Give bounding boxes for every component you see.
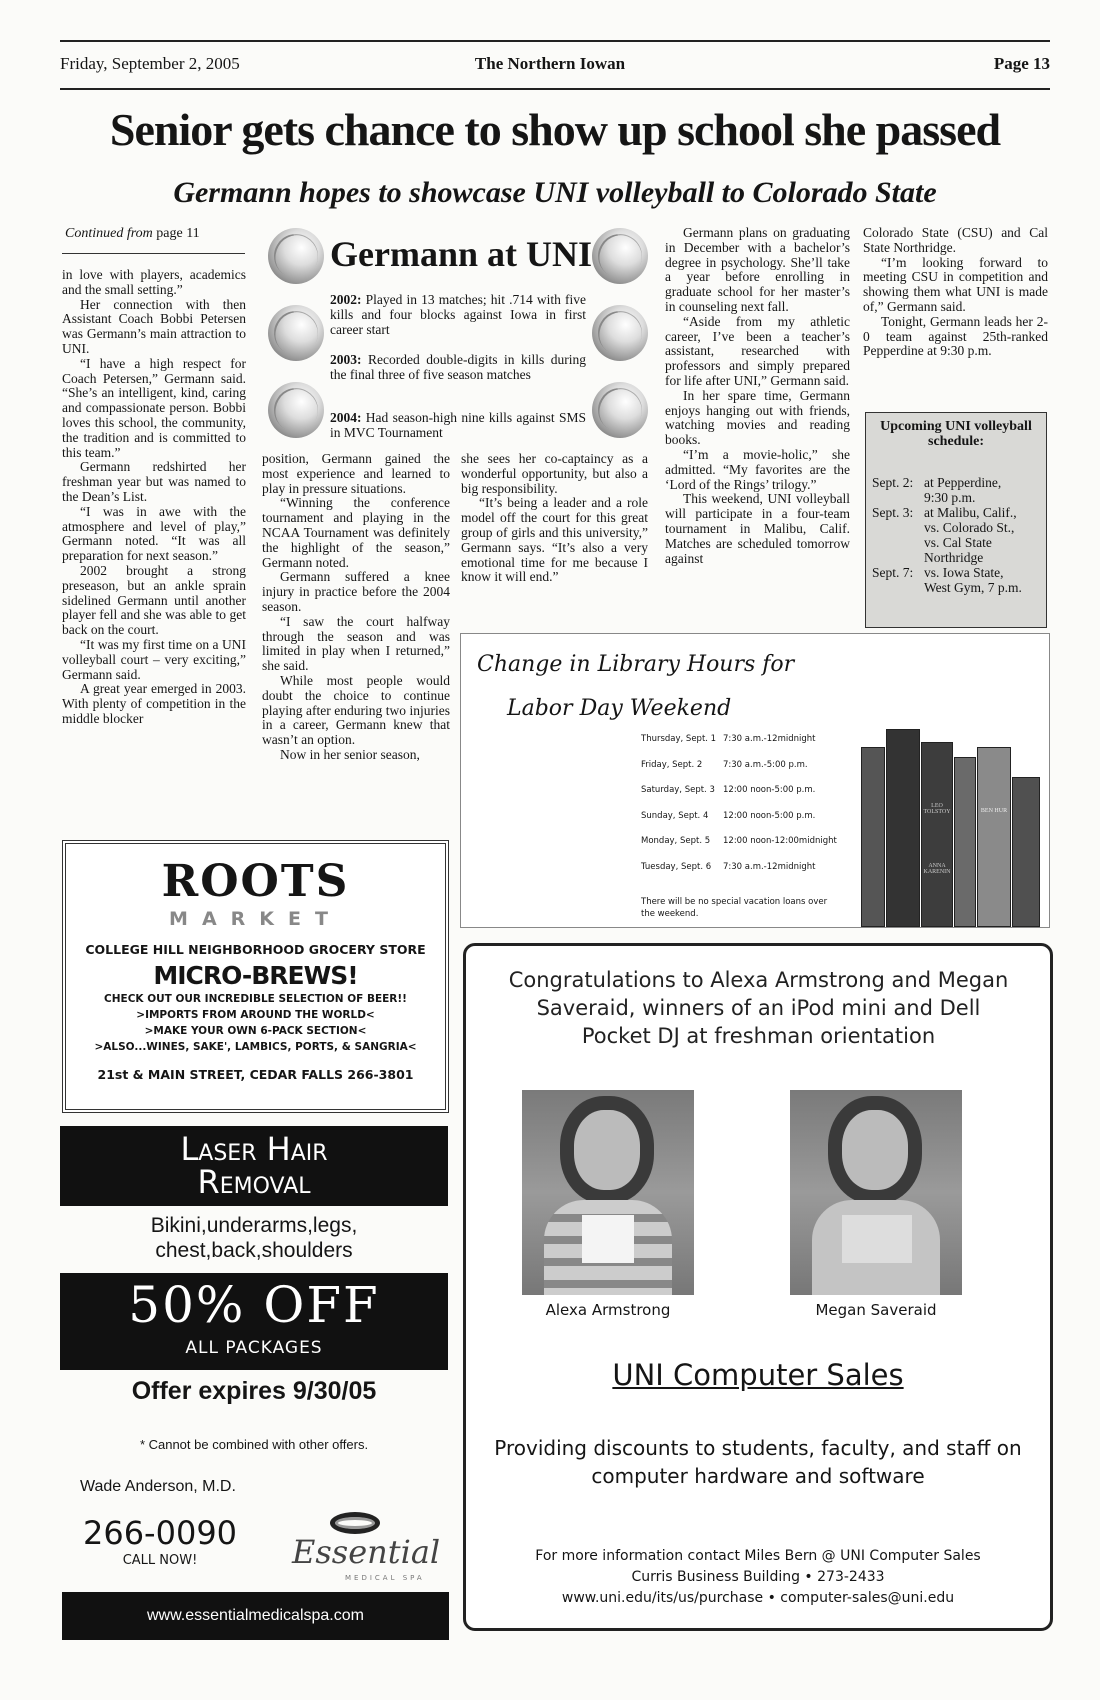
- continued-page: page 11: [156, 226, 200, 241]
- library-hours-ad: [460, 633, 1050, 928]
- library-note: There will be no special vacation loans over the weekend.: [641, 897, 828, 919]
- roots-line: >ALSO...WINES, SAKE', LAMBICS, PORTS, & SANGRIA<: [94, 1041, 417, 1053]
- paragraph: Now in her senior season,: [280, 746, 420, 762]
- schedule-detail: at Malibu, Calif.,: [924, 505, 1017, 520]
- volleyball-icon: [268, 305, 324, 361]
- paragraph: Germann suffered a knee injury in practice before the 2004 season.: [262, 569, 450, 614]
- headline: Senior gets chance to show up school she passed: [109, 104, 1001, 155]
- schedule-box: [865, 412, 1047, 628]
- packages-text: ALL PACKAGES: [185, 1338, 323, 1358]
- article-column-5: [863, 226, 1048, 359]
- contact-links[interactable]: www.uni.edu/its/us/purchase • computer-sales@uni.edu: [561, 1590, 955, 1606]
- paragraph: “It was my first time on a UNI volleyball court – very exciting,” Germann said.: [62, 636, 246, 682]
- hours-row: [641, 734, 853, 760]
- schedule-detail: vs. Iowa State,: [924, 565, 1004, 580]
- roots-address: 21st & MAIN STREET, CEDAR FALLS 266-3801: [97, 1067, 414, 1082]
- paragraph: “I saw the court halfway through the season and was limited in play when I returned,” she said.: [262, 613, 450, 674]
- hours-day: Sunday, Sept. 4: [641, 810, 709, 821]
- hours-row: [641, 760, 853, 786]
- hours-time: 12:00 noon-12:00midnight: [723, 836, 837, 847]
- article-column-3: [461, 452, 648, 585]
- fact-year: 2004:: [330, 410, 362, 425]
- hours-row: [641, 785, 853, 811]
- schedule-date: Sept. 3:: [872, 505, 914, 520]
- hours-row: [641, 811, 853, 837]
- schedule-detail: vs. Colorado St.,: [924, 520, 1015, 535]
- laser-areas: [60, 1213, 448, 1263]
- volleyball-icon: [268, 382, 324, 438]
- schedule-list: [872, 475, 1040, 595]
- fact-year: 2003:: [330, 352, 362, 367]
- roots-line: >IMPORTS FROM AROUND THE WORLD<: [136, 1009, 375, 1021]
- books-image: [861, 729, 1046, 927]
- schedule-title: Upcoming UNI volleyball schedule:: [880, 419, 1032, 449]
- paragraph: in love with players, academics and the small setting.”: [62, 267, 246, 297]
- laser-title: [60, 1126, 448, 1206]
- spa-logo: Essential: [292, 1533, 441, 1571]
- paragraph: she sees her co-captaincy as a wonderful opportunity, but also a big responsibility.: [461, 451, 648, 496]
- hours-day: Thursday, Sept. 1: [641, 734, 717, 744]
- photo-caption: Alexa Armstrong: [545, 1301, 671, 1319]
- schedule-date: Sept. 2:: [872, 475, 914, 490]
- paragraph: Germann redshirted her freshman year but was named to the Dean’s List.: [62, 459, 246, 504]
- fact-2002: [330, 292, 586, 337]
- hours-day: Friday, Sept. 2: [641, 759, 703, 770]
- contact-line: Curris Business Building • 273-2433: [631, 1569, 885, 1585]
- laser-title-line: Removal: [197, 1163, 311, 1201]
- paragraph: “Winning the conference tournament and playing in the NCAA Tournament was definitely the highlight of the season,” Germann noted.: [262, 495, 450, 570]
- book-title: LEO TOLSTOY: [923, 803, 951, 815]
- top-rule: [60, 40, 1050, 42]
- congrats-text: Congratulations to Alexa Armstrong and Megan Saveraid, winners of an iPod mini and Dell Pocket DJ at freshman orientation: [508, 968, 1009, 1048]
- continued-label: Continued from: [65, 226, 153, 241]
- library-hours-list: [641, 734, 853, 888]
- volleyball-icon: [592, 228, 648, 284]
- paragraph: 2002 brought a strong preseason, but an ankle sprain sidelined Germann until another player fell and she was able to get back on the court.: [62, 562, 246, 638]
- hours-day: Saturday, Sept. 3: [641, 785, 715, 796]
- fact-2004: [330, 410, 586, 440]
- volleyball-icon: [592, 305, 648, 361]
- paragraph: “I’m a movie-holic,” she admitted. “My favorites are the ‘Lord of the Rings’ trilogy.”: [665, 446, 850, 492]
- issue-date: Friday, September 2, 2005: [60, 54, 240, 73]
- paragraph: Colorado State (CSU) and Cal State Northridge.: [863, 225, 1048, 255]
- schedule-detail: Northridge: [924, 550, 984, 565]
- roots-line: >MAKE YOUR OWN 6-PACK SECTION<: [144, 1025, 367, 1037]
- photo-megan: [790, 1090, 962, 1295]
- fact-year: 2002:: [330, 292, 362, 307]
- hours-time: 12:00 noon-5:00 p.m.: [723, 810, 816, 821]
- paragraph: Her connection with then Assistant Coach Bobbi Petersen was Germann’s main attraction to UNI.: [62, 296, 246, 356]
- hours-time: 7:30 a.m.-12midnight: [723, 861, 816, 872]
- contact-info: [466, 1546, 1050, 1609]
- paragraph: “I have a high respect for Coach Petersen,” Germann said. “She’s an intelligent, kind, caring and compassionate person. Bobbi loves this school, the community, the tradition and is committed to this team.”: [62, 355, 246, 460]
- hours-row: [641, 862, 853, 888]
- library-ad-title: Change in Library Hours for: [477, 652, 795, 677]
- paragraph: Tonight, Germann leads her 2-0 team against 25th-ranked Pepperdine at 9:30 p.m.: [863, 313, 1048, 359]
- doctor-name: Wade Anderson, M.D.: [80, 1478, 236, 1495]
- volleyball-icon: [592, 382, 648, 438]
- areas-line: chest,back,shoulders: [155, 1239, 353, 1262]
- areas-line: Bikini,underarms,legs,: [150, 1214, 358, 1237]
- schedule-row: [872, 475, 1040, 505]
- schedule-detail: West Gym, 7 p.m.: [924, 580, 1022, 595]
- roots-lines: [66, 991, 445, 1055]
- schedule-row: [872, 505, 1040, 565]
- roots-line: CHECK OUT OUR INCREDIBLE SELECTION OF BEER!!: [104, 993, 407, 1005]
- roots-logo-sub: MARKET: [169, 908, 342, 930]
- paragraph: While most people would doubt the choice to continue playing after enduring two injuries in a career, Germann knew that wasn’t an option.: [262, 672, 450, 748]
- page-number: Page 13: [993, 54, 1050, 73]
- roots-headline: MICRO-BREWS!: [153, 961, 358, 990]
- paragraph: position, Germann gained the most experience and learned to play in pressure situations.: [262, 451, 450, 496]
- header-rule: [60, 88, 1050, 90]
- discount-text: 50% OFF: [128, 1276, 380, 1334]
- contact-line: For more information contact Miles Bern @ UNI Computer Sales: [535, 1548, 981, 1564]
- fact-text: Recorded double-digits in kills during the final three of five season matches: [330, 352, 586, 382]
- volleyball-icon: [268, 228, 324, 284]
- disclaimer: * Cannot be combined with other offers.: [139, 1437, 369, 1452]
- schedule-row: [872, 565, 1040, 595]
- paragraph: In her spare time, Germann enjoys hanging out with friends, watching movies and reading books.: [665, 387, 850, 448]
- offer-expires: Offer expires 9/30/05: [131, 1377, 377, 1405]
- spa-logo-sub: MEDICAL SPA: [345, 1574, 425, 1582]
- paper-name: The Northern Iowan: [474, 54, 626, 73]
- hours-day: Tuesday, Sept. 6: [641, 861, 712, 872]
- hours-time: 12:00 noon-5:00 p.m.: [723, 785, 816, 796]
- paragraph: Germann plans on graduating in December with a bachelor’s degree in psychology. She’ll take a year before enrolling in graduate school for her master’s in counseling next fall.: [665, 225, 850, 314]
- hours-time: 7:30 a.m.-5:00 p.m.: [723, 759, 808, 770]
- roots-tagline: COLLEGE HILL NEIGHBORHOOD GROCERY STORE: [85, 942, 426, 957]
- fact-2003: [330, 352, 586, 382]
- paragraph: “I was in awe with the atmosphere and level of play,” Germann noted. “It was all preparation for next season.”: [62, 503, 246, 564]
- photo-caption: Megan Saveraid: [815, 1301, 937, 1319]
- article-column-1: [62, 268, 246, 727]
- computer-sales-title: UNI Computer Sales: [612, 1358, 904, 1392]
- spa-logo-icon: [330, 1512, 380, 1534]
- article-column-4: [665, 226, 850, 566]
- fact-text: Played in 13 matches; hit .714 with five kills and four blocks against Iowa in first career start: [330, 292, 586, 337]
- schedule-detail: vs. Cal State: [924, 535, 992, 550]
- fact-text: Had season-high nine kills against SMS in MVC Tournament: [330, 410, 586, 440]
- subhead: Germann hopes to showcase UNI volleyball to Colorado State: [173, 176, 937, 209]
- schedule-detail: 9:30 p.m.: [924, 490, 976, 505]
- paragraph: A great year emerged in 2003. With plenty of competition in the middle blocker: [62, 681, 246, 726]
- divider: [62, 253, 245, 254]
- book-title: BEN HUR: [980, 808, 1008, 814]
- schedule-detail: at Pepperdine,: [924, 475, 1002, 490]
- call-now: CALL NOW!: [122, 1553, 198, 1568]
- factbox-title: Germann at UNI: [330, 234, 592, 274]
- uni-computer-sales-ad: [463, 943, 1053, 1631]
- article-column-2: [262, 452, 450, 763]
- spa-url[interactable]: www.essentialmedicalspa.com: [62, 1592, 449, 1640]
- hours-row: [641, 836, 853, 862]
- paragraph: “It’s being a leader and a role model off the court for this great group of girls and this university,” Germann says. “It’s also a very emotional time for me because I know it will end.”: [461, 495, 648, 585]
- photo-alexa: [522, 1090, 694, 1295]
- book-title: ANNA KARENIN: [923, 863, 951, 875]
- library-ad-subtitle: Labor Day Weekend: [507, 696, 732, 721]
- paragraph: “Aside from my athletic career, I’ve been a teacher’s assistant, researched with professors and simply prepared for life after UNI,” Germann said.: [665, 313, 850, 388]
- roots-logo: ROOTS: [161, 856, 350, 907]
- discount-banner: [60, 1273, 448, 1370]
- hours-time: 7:30 a.m.-12midnight: [723, 734, 816, 744]
- computer-sales-pitch: Providing discounts to students, faculty, and staff on computer hardware and software: [494, 1436, 1022, 1488]
- paragraph: “I’m looking forward to meeting CSU in competition and showing them what UNI is made of,” Germann said.: [863, 254, 1048, 314]
- laser-title-line: Laser Hair: [180, 1130, 328, 1168]
- continued-from: [65, 226, 200, 242]
- hours-day: Monday, Sept. 5: [641, 836, 711, 847]
- paragraph: This weekend, UNI volleyball will participate in a four-team tournament in Malibu, Calif. Matches are scheduled tomorrow against: [665, 491, 850, 566]
- schedule-date: Sept. 7:: [872, 565, 914, 580]
- phone-number[interactable]: 266-0090: [82, 1514, 238, 1552]
- roots-market-ad: [62, 840, 449, 1113]
